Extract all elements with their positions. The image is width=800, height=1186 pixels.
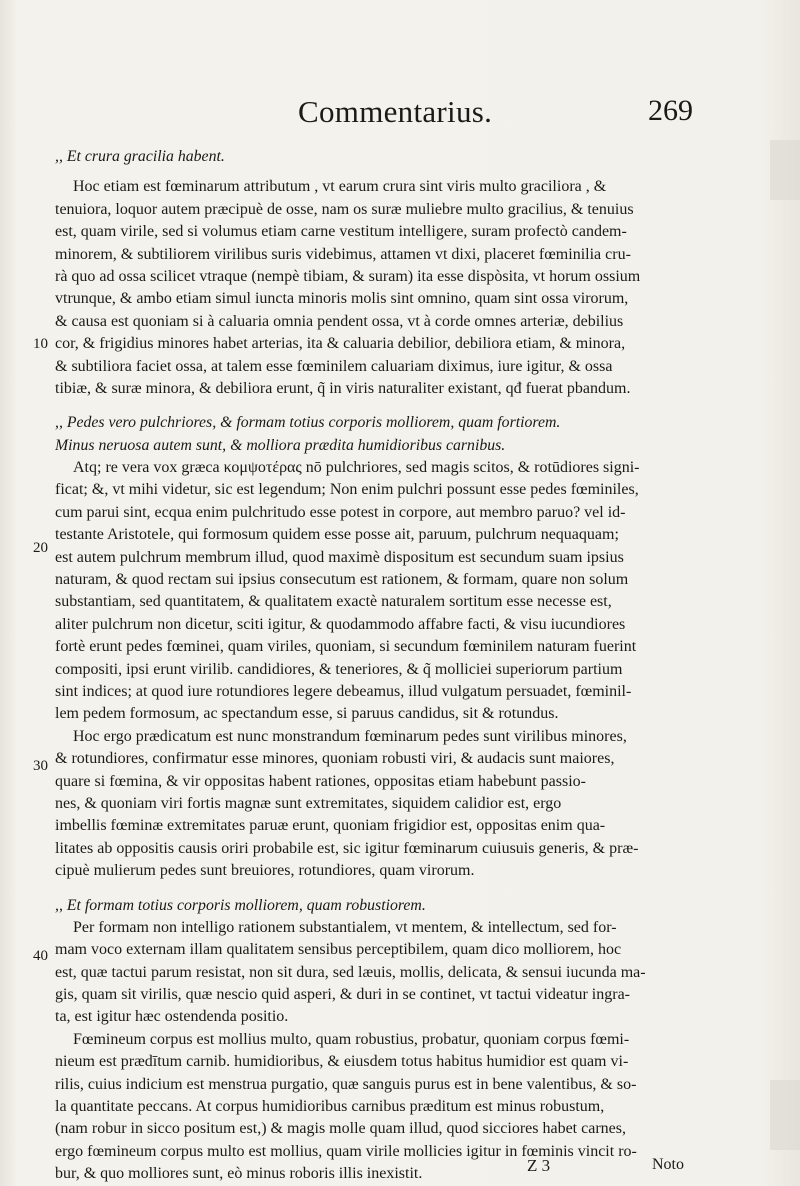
text-line: Per formam non intelligo rationem substantialem, vt mentem, & intellectum, sed for- [73, 918, 617, 936]
text-line: ta, est igitur hæc ostendenda positio. [55, 1008, 289, 1026]
lemma-heading: ,, Pedes vero pulchriores, & formam totius corporis molliorem, quam fortiorem. [55, 414, 561, 432]
text-line: aliter pulchrum non dicetur, sciti igitur, & quodammodo affabre facti, & visu iucundiores [55, 615, 626, 633]
page-number: 269 [648, 94, 693, 127]
text-line: gis, quam sit virilis, quæ nescio quid asperi, & duri in se continet, vt tactui videatur ingra- [55, 986, 631, 1004]
lemma-heading: ,, Et crura gracilia habent. [55, 148, 225, 165]
signature-mark: Z 3 [527, 1156, 551, 1175]
text-line: cor, & frigidius minores habet arterias, ita & caluaria debilior, debiliora etiam, & minora, [55, 335, 626, 353]
bleed-through-shadow [770, 1080, 800, 1150]
text-line: (nam robur in sicco positum est,) & magis molle quam illud, quod sicciores habet carnes, [55, 1120, 626, 1138]
text-line: nieum est prædītum carnib. humidioribus, & eiusdem totus habitus humidior est quam vi- [55, 1053, 629, 1071]
margin-line-number: 40 [33, 948, 48, 964]
text-line: substantiam, sed quantitatem, & qualitatem exactè naturalem sortitum esse necesse est, [55, 593, 612, 611]
text-line: rà quo ad ossa scilicet vtraque (nempè tibiam, & suram) ita esse dispòsita, vt horum ossium [55, 267, 641, 285]
text-line: fortè erunt pedes fœminei, quam viriles, quoniam, si secundum fœminilem naturam fuerint [55, 638, 637, 656]
margin-line-number: 10 [33, 336, 48, 352]
text-line: Atq; re vera vox græca κομψοτέρας nō pulchriores, sed magis scitos, & rotūdiores signi- [73, 459, 640, 477]
running-title: Commentarius. [298, 94, 493, 129]
text-line: testante Aristotele, qui formosum quidem esse posse ait, paruum, pulchrum nequaquam; [55, 526, 619, 544]
page-header [0, 94, 800, 134]
text-line: bur, & quo molliores sunt, eò minus roboris illis inexistit. [55, 1165, 423, 1183]
text-line: cum parui sint, ecqua enim pulchritudo esse potest in corpore, aut membro paruo? vel id- [55, 503, 626, 521]
margin-line-number: 20 [33, 540, 48, 556]
text-line: ergo fœmineum corpus multo est mollius, quam virile mollicies igitur in fœminis vincit ro- [55, 1142, 637, 1160]
text-line: naturam, & quod rectam sui ipsius consecutum est rationem, & formam, quare non solum [55, 571, 629, 589]
text-line: Hoc etiam est fœminarum attributum , vt earum crura sint viris multo graciliora , & [73, 178, 607, 196]
text-line: ficat; &, vt mihi videtur, sic est legendum; Non enim pulchri possunt esse pedes fœminiles, [55, 481, 639, 499]
text-line: & subtiliora faciet ossa, at talem esse fœminilem caluariam diximus, iure igitur, & ossa [55, 357, 613, 375]
text-line: quare si fœmina, & vir oppositas habent rationes, oppositas etiam habebunt passio- [55, 772, 586, 790]
text-line: litates ab oppositis causis oriri probabile est, sic igitur fœminarum cuiusuis generis, & præ- [55, 839, 639, 857]
text-line: est, quam virile, sed si volumus etiam carne vestitum intelligere, suram profectò candem- [55, 223, 627, 241]
text-line: tibiæ, & suræ minora, & debiliora erunt, q̃ in viris naturaliter existant, qđ fuerat pbandum. [55, 379, 631, 397]
text-line: vtrunque, & ambo etiam simul iuncta minoris molis sint omnino, quam sint ossa virorum, [55, 290, 629, 308]
text-line: est autem pulchrum membrum illud, quod maximè dispositum est secundum suam ipsius [55, 548, 624, 566]
text-line: tenuiora, loquor autem præcipuè de osse, nam os suræ muliebre multo gracilius, & tenuius [55, 200, 634, 218]
text-line: la quantitate peccans. At corpus humidioribus carnibus præditum est minus robustum, [55, 1098, 605, 1116]
text-line: & rotundiores, confirmatur esse minores, quoniam robusti viri, & audacis sunt maiores, [55, 750, 615, 768]
text-line: lem pedem formosum, ac spectandum esse, si paruus candidus, sit & rotundus. [55, 705, 559, 723]
lemma-heading: Minus neruosa autem sunt, & molliora prædita humidioribus carnibus. [55, 436, 506, 454]
margin-line-number: 30 [33, 758, 48, 774]
text-line: & causa est quoniam si à caluaria omnia pendent ossa, vt à corde omnes arteriæ, debilius [55, 312, 624, 330]
text-line: rilis, cuius indicium est menstrua purgatio, quæ sanguis purus est in bene valentibus, & so- [55, 1075, 637, 1093]
lemma-heading: ,, Et formam totius corporis molliorem, quam robustiorem. [55, 896, 426, 914]
text-line: sint indices; at quod iure rotundiores legere debeamus, illud vulgatum persuadet, fœminil- [55, 682, 632, 700]
text-line: Hoc ergo prædicatum est nunc monstrandum fœminarum pedes sunt virilibus minores, [73, 727, 627, 745]
bleed-through-shadow [770, 140, 800, 200]
text-line: compositi, ipsi erunt virilib. candidiores, & teneriores, & q̃ molliciei superiorum partium [55, 660, 623, 678]
text-line: Fœmineum corpus est mollius multo, quam robustius, probatur, quoniam corpus fœmi- [73, 1030, 630, 1048]
text-line: minorem, & subtiliorem virilibus suris videbimus, attamen vt dixi, placeret fœminilia cru- [55, 245, 631, 263]
body-text [55, 146, 750, 1186]
text-line: nes, & quoniam viri fortis magnæ sunt extremitates, siquidem calidior est, ergo [55, 794, 562, 812]
catchword: Noto [652, 1156, 684, 1173]
text-line: mam voco externam illam qualitatem sensibus perceptibilem, quam dico molliorem, hoc [55, 941, 622, 959]
text-line: imbellis fœminæ extremitates paruæ erunt, quoniam frigidior est, oppositas enim qua- [55, 817, 606, 835]
page-footer [0, 1156, 800, 1180]
text-line: est, quæ tactui parum resistat, non sit dura, sed læuis, mollis, delicata, & sensui iucunda ma- [55, 963, 646, 981]
text-line: cipuè mulierum pedes sunt breuiores, rotundiores, quam virorum. [55, 862, 475, 880]
